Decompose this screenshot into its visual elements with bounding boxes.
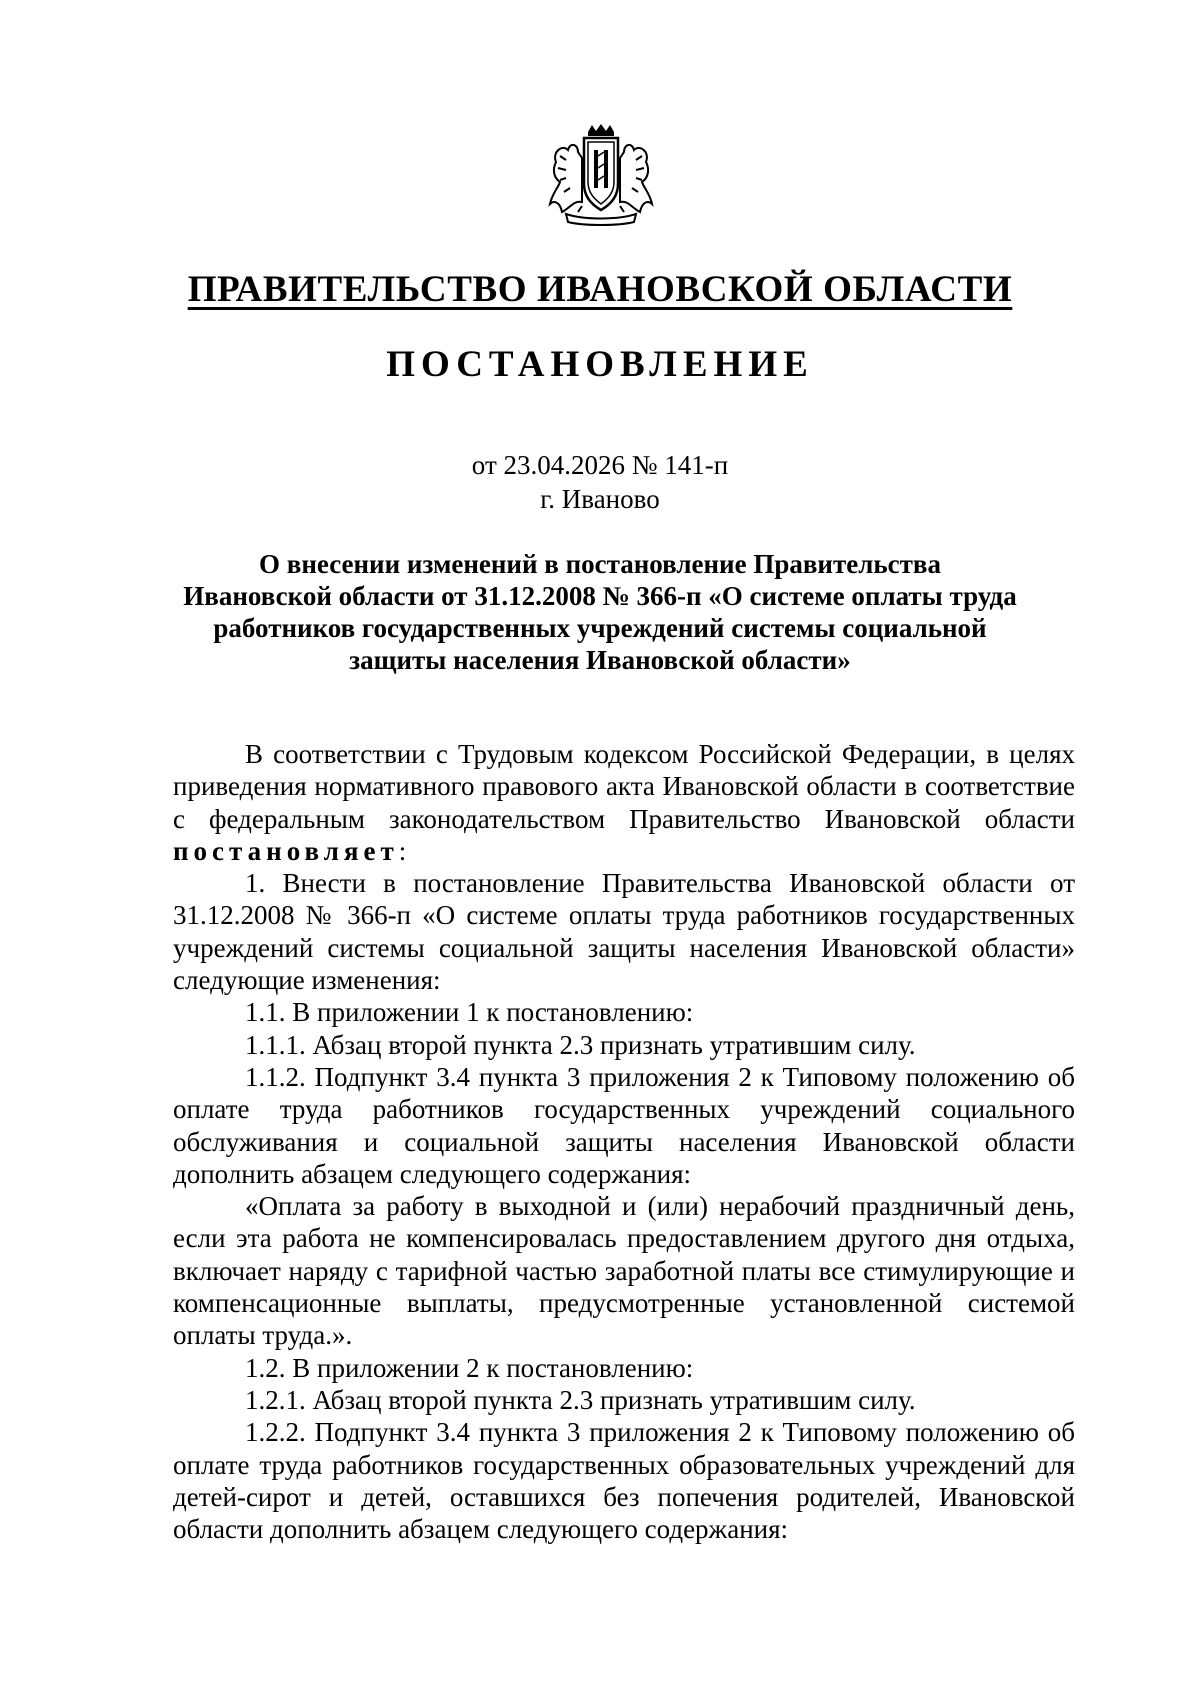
- resolves-word: постановляет: [173, 835, 399, 866]
- body-paragraph: 1.1.2. Подпункт 3.4 пункта 3 приложения 2 к Типовому положению об оплате труда работников государственных учреждений социального обслуживания и социальной защиты населения Ивановской области дополнить абзацем следующего содержания:: [173, 1061, 1075, 1189]
- date-and-number: от 23.04.2026 № 141-п: [471, 450, 729, 480]
- resolves-colon: :: [398, 835, 407, 866]
- body-paragraph: 1.2. В приложении 2 к постановлению:: [245, 1352, 694, 1383]
- subject-line: Ивановской области от 31.12.2008 № 366-п «О системе оплаты труда: [183, 581, 1017, 611]
- subject-line: защиты населения Ивановской области»: [349, 645, 851, 675]
- document-meta: [0, 448, 1200, 516]
- body-paragraph: 1.1.1. Абзац второй пункта 2.3 признать утратившим силу.: [245, 1029, 916, 1060]
- subject-line: работников государственных учреждений системы социальной: [213, 613, 987, 643]
- body-paragraph: 1.1. В приложении 1 к постановлению:: [245, 997, 694, 1028]
- body-paragraph: 1.2.1. Абзац второй пункта 2.3 признать утратившим силу.: [245, 1384, 916, 1415]
- document-body: [173, 738, 1075, 1545]
- preamble-paragraph: [173, 738, 1075, 867]
- government-title: ПРАВИТЕЛЬСТВО ИВАНОВСКОЙ ОБЛАСТИ: [187, 269, 1013, 310]
- preamble-text: В соответствии с Трудовым кодексом Российской Федерации, в целях приведения нормативного правового акта Ивановской области в соответствие с федеральным законодательством Правительство Ивановской области: [173, 739, 1075, 834]
- coat-of-arms-icon: [548, 122, 654, 226]
- body-paragraph: 1.2.2. Подпункт 3.4 пункта 3 приложения 2 к Типовому положению об оплате труда работников государственных образовательных учреждений для детей-сирот и детей, оставшихся без попечения родителей, Ивановской области дополнить абзацем следующего содержания:: [173, 1417, 1075, 1545]
- body-paragraph: «Оплата за работу в выходной и (или) нерабочий праздничный день, если эта работа не компенсировалась предоставлением другого дня отдыха, включает наряду с тарифной частью заработной платы все стимулирующие и компенсационные выплаты, предусмотренные установленной системой оплаты труда.».: [173, 1191, 1075, 1351]
- subject-line: О внесении изменений в постановление Правительства: [259, 549, 941, 579]
- body-paragraph: 1. Внести в постановление Правительства Ивановской области от 31.12.2008 № 366-п «О системе оплаты труда работников государственных учреждений системы социальной защиты населения Ивановской области» следующие изменения:: [173, 868, 1075, 996]
- city: г. Иваново: [540, 484, 660, 514]
- document-type-title: ПОСТАНОВЛЕНИЕ: [386, 344, 814, 385]
- document-subject: [160, 548, 1040, 676]
